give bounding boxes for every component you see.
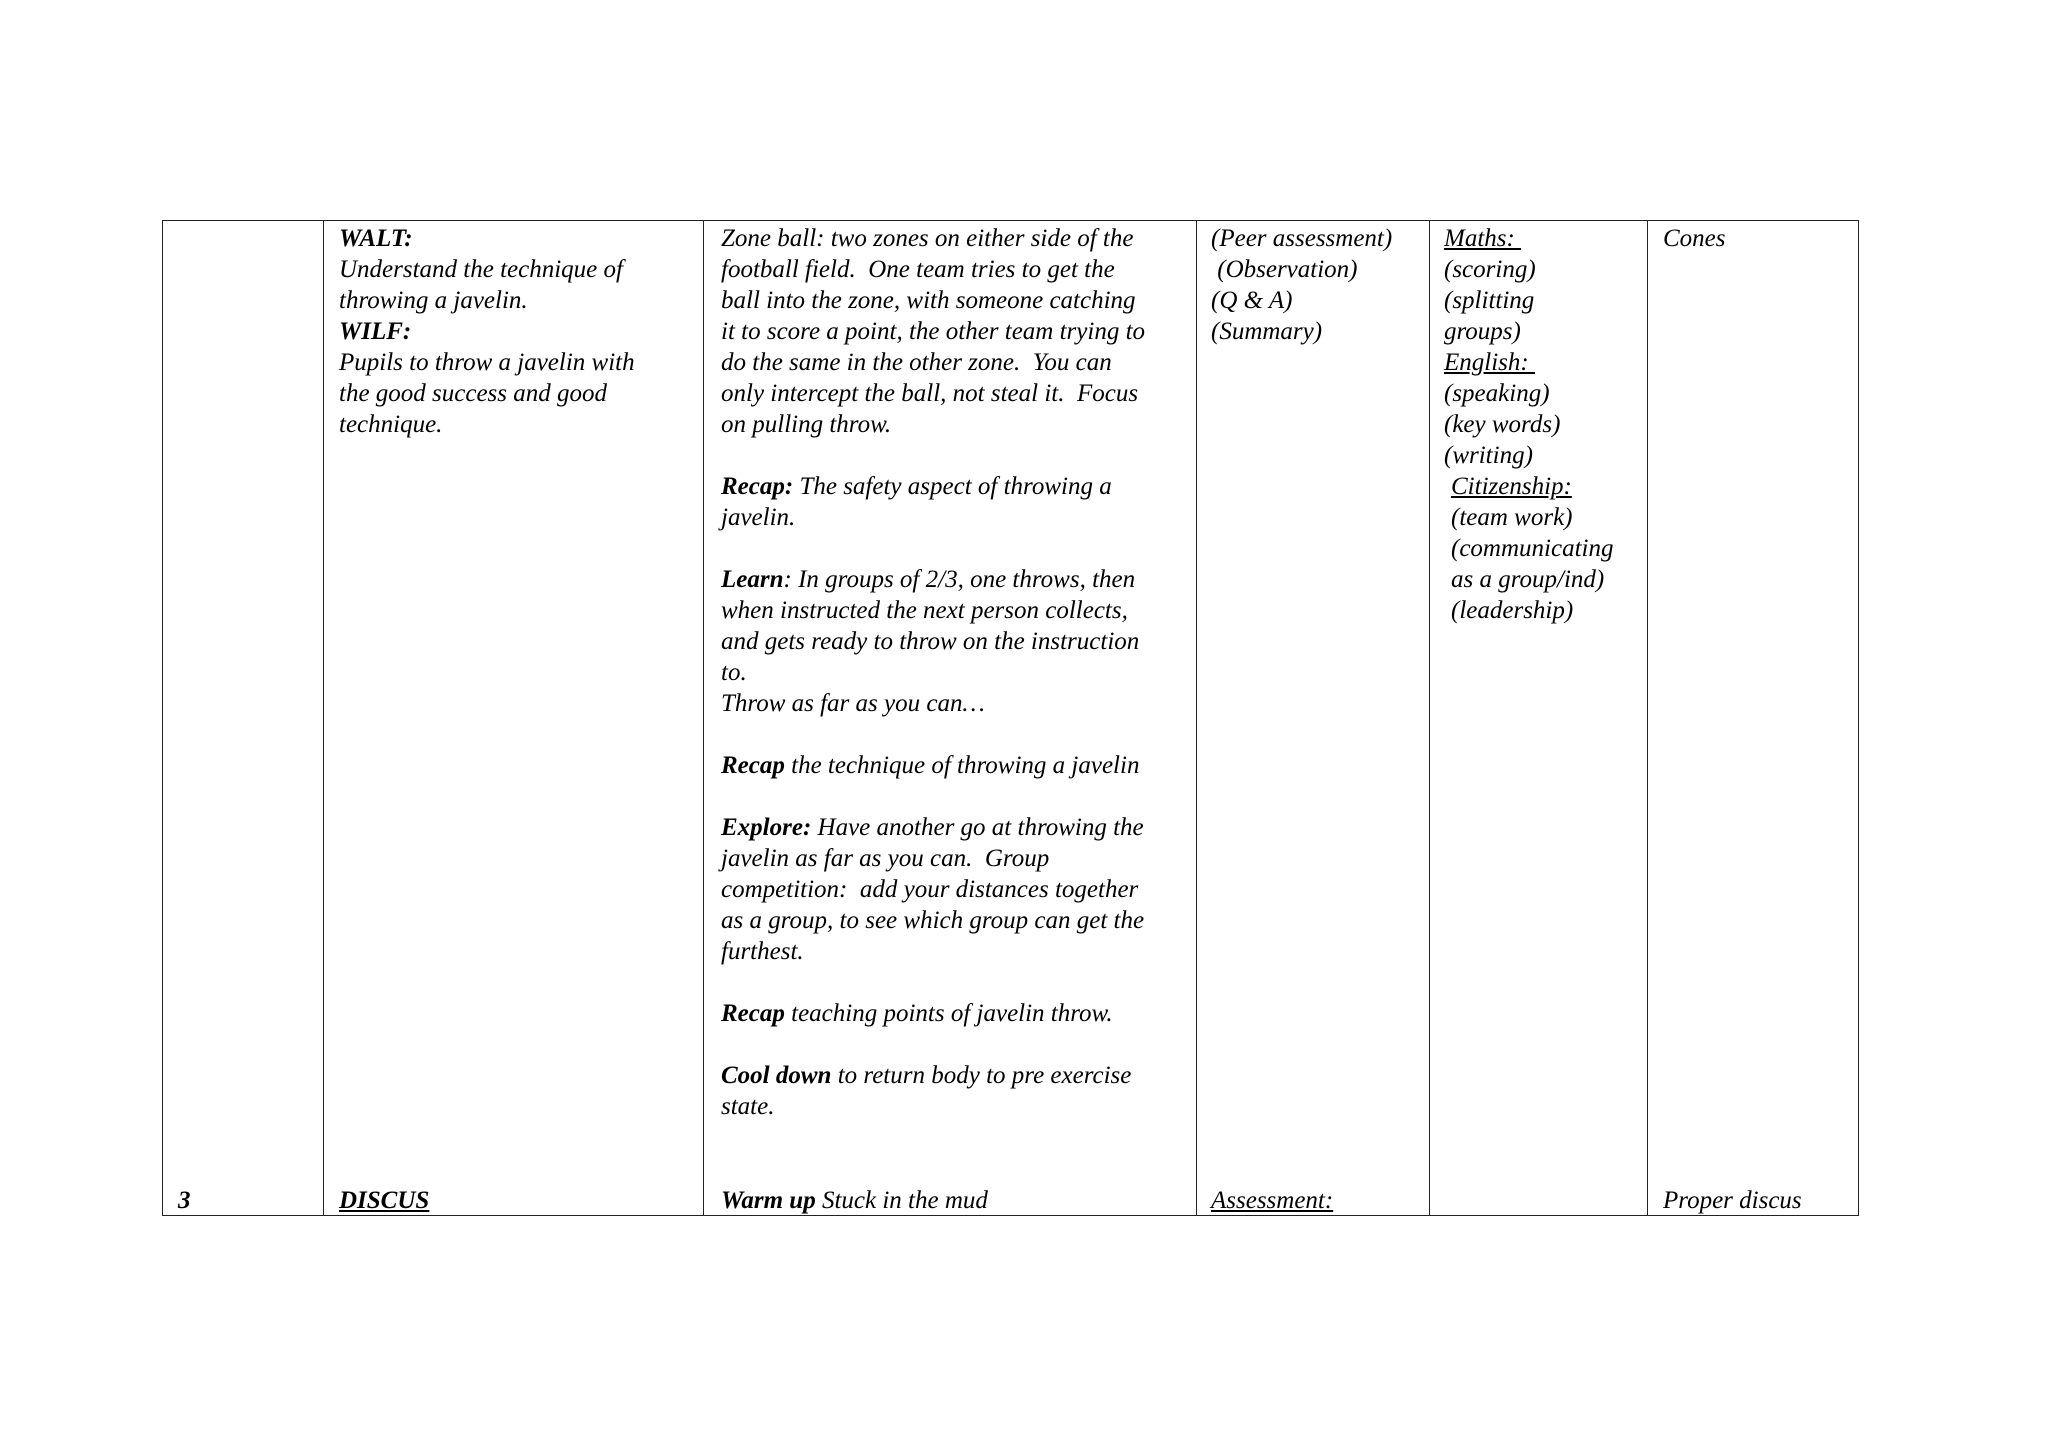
citizenship-item: (leadership) [1451,597,1574,624]
explore-block [721,812,1145,843]
resource-item: Proper discus [1663,1187,1802,1214]
citizenship-group [1444,471,1613,626]
lesson-number: 3 [178,1187,191,1214]
resources-cell [1663,223,1726,254]
explore-label: Explore: [721,814,812,841]
intro-text: ball into the zone, with someone catching [721,287,1136,314]
lesson-title: DISCUS [339,1187,430,1214]
recap-label: Recap: [721,473,794,500]
column-divider [1429,221,1430,1215]
explore-text: furthest. [721,938,804,965]
explore-text: javelin as far as you can. Group [721,845,1050,872]
cooldown-text: to return body to pre exercise [831,1062,1132,1089]
warmup-line [721,1185,988,1216]
resource-item: Cones [1663,225,1726,252]
intro-text: Zone ball: two zones on either side of the [721,225,1134,252]
column-divider [323,221,324,1215]
english-item: (writing) [1444,442,1533,469]
explore-text: as a group, to see which group can get the [721,907,1145,934]
wilf-text: Pupils to throw a javelin with [339,349,635,376]
cooldown-text: state. [721,1093,775,1120]
cross-curricular-cell [1444,223,1613,626]
learn-text: : In groups of 2/3, one throws, then [783,566,1136,593]
wilf-text: the good success and good [339,380,608,407]
recap-text: teaching points of javelin throw. [784,1000,1113,1027]
citizenship-item: as a group/ind) [1451,566,1605,593]
walt-text: throwing a javelin. [339,287,528,314]
learn-text: and gets ready to throw on the instruction [721,628,1140,655]
explore-text: Have another go at throwing the [811,814,1144,841]
assessment-item: (Q & A) [1211,287,1293,314]
learn-text: Throw as far as you can… [721,690,985,717]
assessment-cell [1211,223,1392,347]
assessment-label: Assessment: [1211,1187,1334,1214]
citizenship-label: Citizenship: [1451,473,1572,500]
warmup-text: Stuck in the mud [815,1187,988,1214]
learn-block [721,564,1145,595]
activities-cell [721,223,1145,1122]
column-divider [1647,221,1648,1215]
column-divider [1196,221,1197,1215]
recap-text: javelin. [721,504,796,531]
cooldown-label: Cool down [721,1062,832,1089]
recap-text: the technique of throwing a javelin [784,752,1140,779]
assessment-item: (Observation) [1211,256,1358,283]
intro-text: do the same in the other zone. You can [721,349,1112,376]
english-label: English: [1444,349,1535,376]
english-item: (key words) [1444,411,1561,438]
citizenship-item: (communicating [1451,535,1614,562]
lesson-plan-table [162,220,1859,1216]
explore-text: competition: add your distances together [721,876,1139,903]
learn-label: Learn [721,566,784,593]
walt-label: WALT: [339,225,413,252]
maths-item: (scoring) [1444,256,1536,283]
cooldown-block [721,1060,1145,1091]
assessment-item: (Summary) [1211,318,1323,345]
assessment-item: (Peer assessment) [1211,225,1393,252]
learn-text: when instructed the next person collects, [721,597,1128,624]
recap-teaching-points [721,998,1145,1029]
english-item: (speaking) [1444,380,1550,407]
objectives-cell [339,223,635,440]
warmup-label: Warm up [721,1187,816,1214]
maths-label: Maths: [1444,225,1522,252]
wilf-label: WILF: [339,318,412,345]
citizenship-item: (team work) [1451,504,1573,531]
intro-text: only intercept the ball, not steal it. Focus [721,380,1139,407]
recap-label: Recap [721,1000,785,1027]
intro-text: it to score a point, the other team trying to [721,318,1146,345]
recap-label: Recap [721,752,785,779]
intro-text: on pulling throw. [721,411,892,438]
intro-text: football field. One team tries to get the [721,256,1115,283]
learn-text: to. [721,659,747,686]
maths-item: groups) [1444,318,1521,345]
column-divider [703,221,704,1215]
recap-text: The safety aspect of throwing a [793,473,1112,500]
walt-text: Understand the technique of [339,256,623,283]
wilf-text: technique. [339,411,443,438]
maths-item: (splitting [1444,287,1535,314]
recap-technique [721,750,1145,781]
recap-safety [721,471,1145,502]
